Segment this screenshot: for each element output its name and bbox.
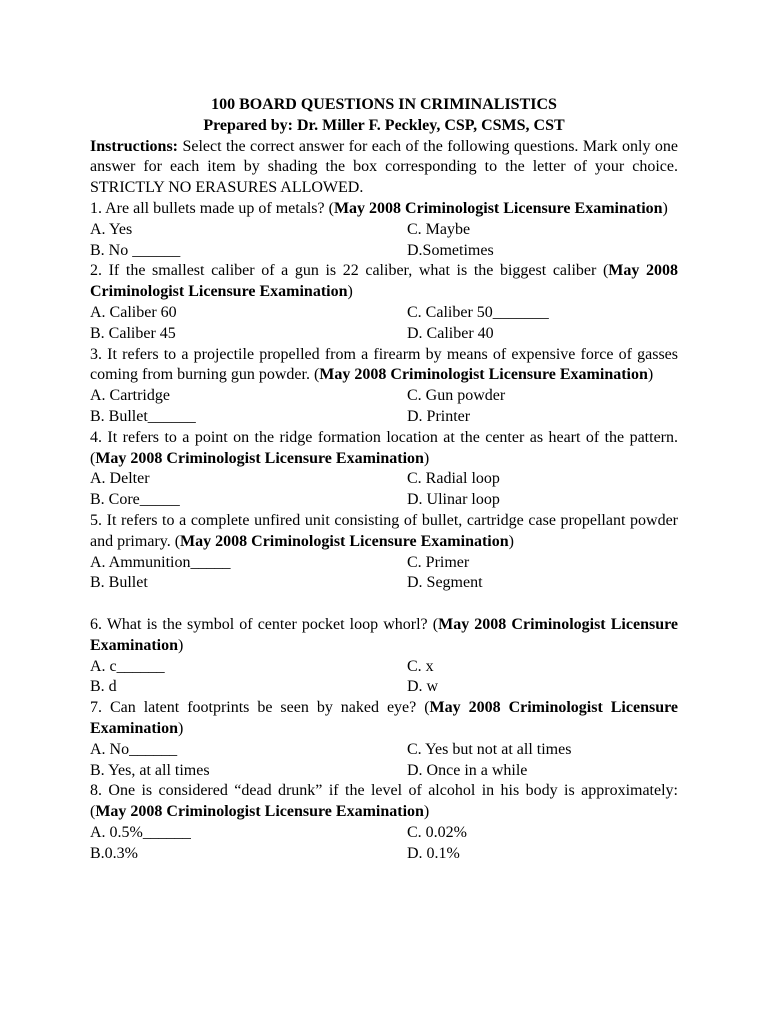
question-stem [90, 781, 678, 823]
question-item [90, 698, 678, 781]
answer-option[interactable]: C. Maybe [407, 220, 471, 238]
answer-option[interactable]: A. c______ [90, 657, 165, 675]
answer-option[interactable]: A. Ammunition_____ [90, 553, 231, 571]
document-title: 100 BOARD QUESTIONS IN CRIMINALISTICS [211, 96, 557, 113]
prepared-by-line: Prepared by: Dr. Miller F. Peckley, CSP, CSMS, CST [203, 116, 565, 134]
question-stem [90, 261, 678, 303]
question-close-paren: ) [178, 719, 184, 737]
answer-option[interactable]: A. Cartridge [90, 387, 170, 405]
answer-option[interactable]: B. Bullet [90, 574, 148, 592]
question-text: 2. If the smallest caliber of a gun is 22 caliber, what is the biggest caliber ( [90, 262, 609, 280]
options-row [90, 220, 678, 241]
answer-option[interactable]: A. 0.5%______ [90, 823, 191, 841]
blank-line [90, 594, 678, 615]
options-row [90, 553, 678, 574]
question-item [90, 615, 678, 698]
question-item [90, 199, 678, 261]
answer-option[interactable]: B. Bullet______ [90, 407, 196, 425]
answer-option[interactable]: D.Sometimes [407, 241, 494, 259]
options-row [90, 844, 678, 865]
answer-option[interactable]: B. Caliber 45 [90, 324, 176, 342]
question-stem [90, 615, 678, 657]
answer-option[interactable]: D. Caliber 40 [407, 324, 494, 342]
answer-option[interactable]: D. Segment [407, 574, 483, 592]
answer-option[interactable]: D. Once in a while [407, 761, 528, 779]
answer-option[interactable]: C. Caliber 50_______ [407, 303, 549, 321]
options-row [90, 740, 678, 761]
question-source: May 2008 Criminologist Licensure Examination [180, 532, 509, 550]
question-item [90, 428, 678, 511]
question-stem [90, 345, 678, 387]
question-close-paren: ) [662, 199, 668, 217]
answer-option[interactable]: A. Delter [90, 470, 150, 488]
question-stem [90, 428, 678, 470]
answer-option[interactable]: D. w [407, 678, 439, 696]
answer-option[interactable]: C. Radial loop [407, 470, 500, 488]
question-source: May 2008 Criminologist Licensure Examination [333, 199, 663, 217]
answer-option[interactable]: B. d [90, 678, 117, 696]
answer-option[interactable]: C. Yes but not at all times [407, 740, 572, 758]
question-source: May 2008 Criminologist Licensure Examination [90, 699, 679, 737]
answer-option[interactable]: D. Ulinar loop [407, 491, 500, 509]
answer-option[interactable]: D. 0.1% [407, 844, 460, 862]
options-row [90, 677, 678, 698]
answer-option[interactable]: C. Primer [407, 553, 470, 571]
answer-option[interactable]: A. Yes [90, 220, 133, 238]
options-row [90, 490, 678, 511]
question-item [90, 781, 678, 864]
question-close-paren: ) [508, 532, 514, 550]
options-row [90, 303, 678, 324]
options-row [90, 407, 678, 428]
answer-option[interactable]: A. No______ [90, 740, 178, 758]
question-text: 4. It refers to a point on the ridge formation location at the center as heart of the pattern. ( [90, 428, 678, 467]
answer-option[interactable]: A. Caliber 60 [90, 303, 177, 321]
question-stem [90, 199, 678, 220]
answer-option[interactable]: C. Gun powder [407, 387, 506, 405]
answer-option[interactable]: B. No ______ [90, 241, 181, 259]
options-row [90, 823, 678, 844]
question-source: May 2008 Criminologist Licensure Examination [95, 803, 424, 821]
question-close-paren: ) [647, 366, 654, 384]
question-item [90, 261, 678, 344]
question-source: May 2008 Criminologist Licensure Examination [90, 262, 678, 301]
question-text: 6. What is the symbol of center pocket loop whorl? ( [90, 615, 439, 633]
instructions-label: Instructions: [90, 137, 179, 155]
question-item [90, 511, 678, 594]
exam-document [90, 95, 678, 864]
question-source: May 2008 Criminologist Licensure Examination [319, 366, 648, 384]
question-text: 5. It refers to a complete unfired unit consisting of bullet, cartridge case propellant powder and primary. ( [90, 511, 678, 550]
question-text: 8. One is considered “dead drunk” if the level of alcohol in his body is approximately: ( [90, 782, 678, 821]
answer-option[interactable]: D. Printer [407, 407, 471, 425]
question-text: 7. Can latent footprints be seen by naked eye? ( [90, 699, 430, 717]
options-row [90, 324, 678, 345]
question-stem [90, 511, 678, 553]
instructions-text: Select the correct answer for each of the following questions. Mark only one answer for each item by shading the box corresponding to the letter of your choice. STRICTLY NO ERASURES ALLOWED. [90, 137, 678, 197]
question-text: 1. Are all bullets made up of metals? ( [90, 199, 334, 217]
answer-option[interactable]: C. 0.02% [407, 823, 467, 841]
question-list [90, 199, 678, 865]
answer-option[interactable]: B.0.3% [90, 844, 138, 862]
answer-option[interactable]: B. Core_____ [90, 491, 180, 509]
options-row [90, 386, 678, 407]
question-source: May 2008 Criminologist Licensure Examination [95, 449, 424, 467]
options-row [90, 241, 678, 262]
question-close-paren: ) [423, 449, 430, 467]
question-close-paren: ) [347, 283, 353, 301]
question-text: 3. It refers to a projectile propelled from a firearm by means of expensive force of gasses coming from burning gun powder. ( [90, 345, 678, 384]
answer-option[interactable]: B. Yes, at all times [90, 761, 210, 779]
question-stem [90, 698, 678, 740]
options-row [90, 469, 678, 490]
question-close-paren: ) [423, 803, 430, 821]
question-source: May 2008 Criminologist Licensure Examination [90, 615, 679, 654]
options-row [90, 573, 678, 594]
instructions-paragraph [90, 137, 678, 199]
question-item [90, 345, 678, 428]
answer-option[interactable]: C. x [407, 657, 434, 675]
question-close-paren: ) [178, 636, 184, 654]
options-row [90, 761, 678, 782]
options-row [90, 657, 678, 678]
